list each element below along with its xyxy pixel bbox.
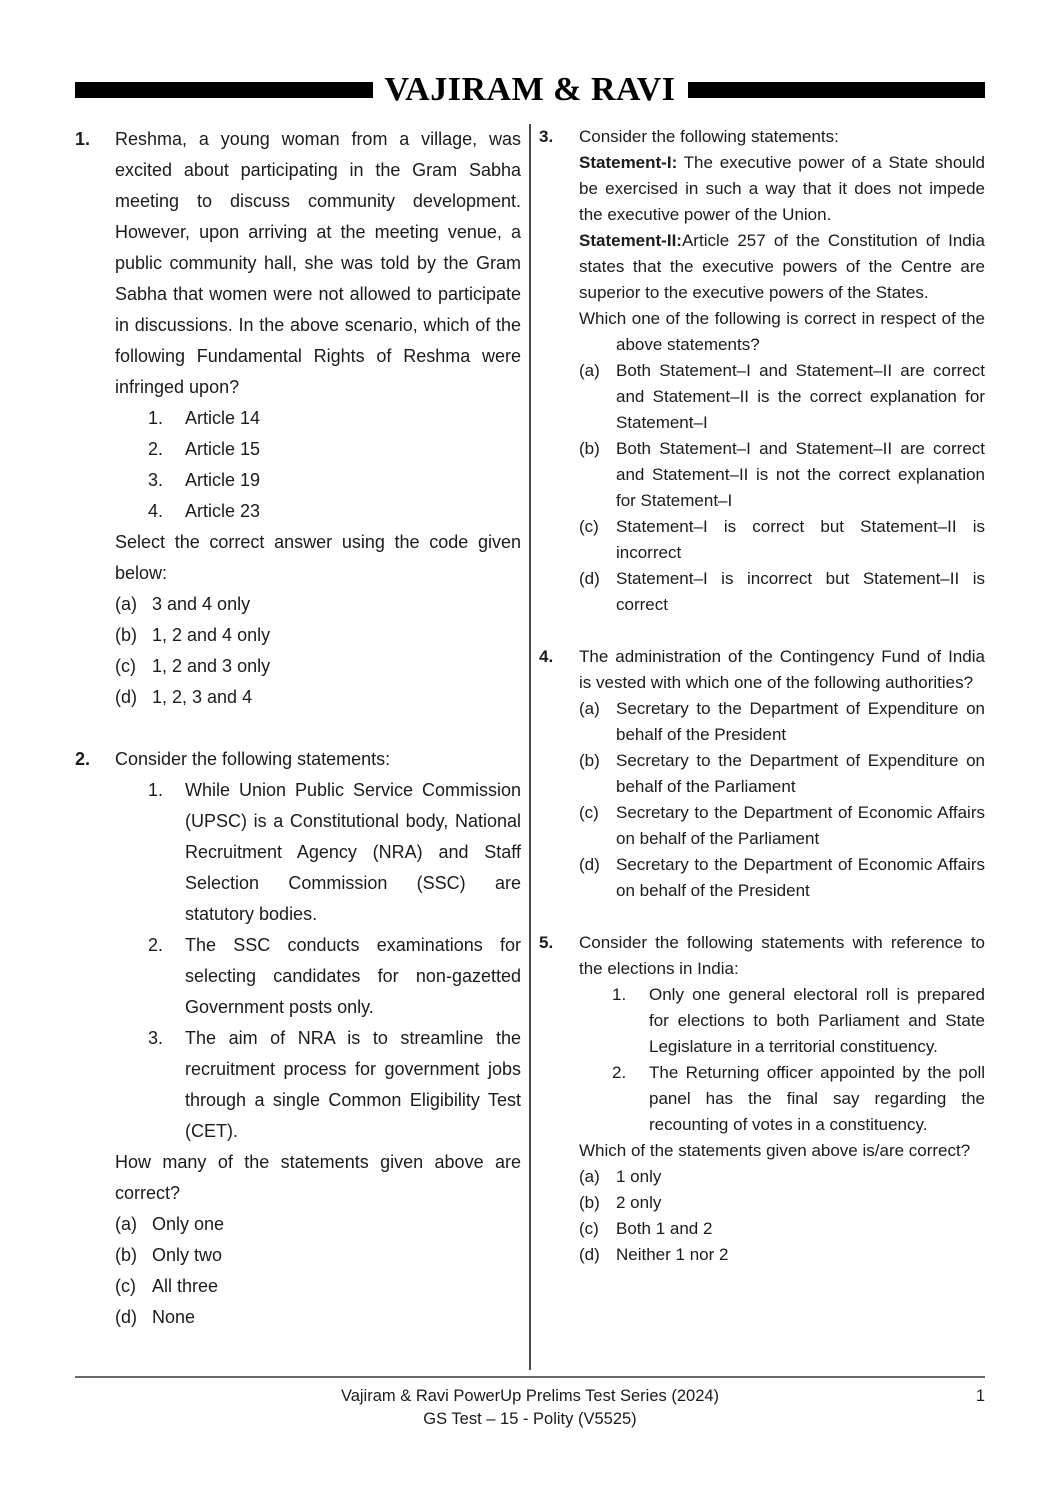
brand-header (75, 70, 985, 110)
option-item (579, 566, 985, 618)
question-number: 4. (539, 647, 554, 666)
option-text: Only one (152, 1214, 225, 1234)
option-label: (d) (579, 855, 600, 874)
options-list (579, 696, 985, 904)
option-item (579, 1216, 985, 1242)
option-item (579, 1164, 985, 1190)
option-label: (a) (579, 1167, 600, 1186)
statement-text: The SSC conducts examinations for selecting candidates for non-gazetted Government posts only. (185, 935, 521, 1017)
statement-number: 2. (612, 1063, 627, 1082)
question-number: 5. (539, 933, 554, 952)
statement-text: Article 19 (185, 470, 261, 490)
answer-prompt: Which of the statements given above is/are correct? (579, 1141, 971, 1160)
question-text: The administration of the Contingency Fund of India is vested with which one of the following authorities? (579, 647, 985, 692)
question-number: 2. (75, 749, 91, 769)
option-text: 1, 2 and 3 only (152, 656, 271, 676)
statement-number: 1. (148, 408, 164, 428)
option-label: (b) (115, 1245, 137, 1265)
statements-list (148, 775, 521, 1147)
question-3 (539, 124, 985, 618)
option-text: Statement–I is incorrect but Statement–II is correct (616, 569, 985, 614)
statement-text: Article 14 (185, 408, 261, 428)
page-number: 1 (975, 1387, 985, 1405)
statement-item (148, 434, 521, 465)
answer-prompt: How many of the statements given above are correct? (115, 1152, 521, 1203)
column-divider (529, 124, 531, 1370)
question-body (115, 124, 521, 713)
statement-number: 2. (148, 935, 164, 955)
header-bar-left (75, 82, 373, 98)
option-text: Secretary to the Department of Economic Affairs on behalf of the President (616, 855, 985, 900)
option-item (115, 620, 521, 651)
statement-text: Article 15 (185, 439, 261, 459)
statement-text: The executive power of a State should be exercised in such a way that it does not impede the executive power of the Union. (579, 153, 985, 224)
statement-item (148, 1023, 521, 1147)
right-column (539, 124, 985, 1370)
option-label: (d) (579, 1245, 600, 1264)
option-item (579, 696, 985, 748)
option-text: Both Statement–I and Statement–II are correct and Statement–II is the correct explanation for Statement–I (616, 361, 985, 432)
question-body (579, 930, 985, 1268)
option-text: 3 and 4 only (152, 594, 251, 614)
option-text: 1, 2 and 4 only (152, 625, 271, 645)
statement-paragraph (579, 228, 985, 306)
option-item (579, 852, 985, 904)
option-text: 1, 2, 3 and 4 (152, 687, 253, 707)
option-text: Only two (152, 1245, 223, 1265)
option-text: Statement–I is correct but Statement–II is incorrect (616, 517, 985, 562)
option-text: Secretary to the Department of Expenditure on behalf of the President (616, 699, 985, 744)
question-text: Consider the following statements: (115, 749, 391, 769)
statement-text: While Union Public Service Commission (UPSC) is a Constitutional body, National Recruitment Agency (NRA) and Staff Selection Commission (SSC) are statutory bodies. (185, 780, 521, 924)
footer-test-title: GS Test – 15 - Polity (V5525) (423, 1410, 637, 1428)
option-label: (b) (579, 751, 600, 770)
options-list (579, 1164, 985, 1268)
option-label: (c) (579, 1219, 599, 1238)
option-item (115, 682, 521, 713)
question-text: Reshma, a young woman from a village, was excited about participating in the Gram Sabha meeting to discuss community development. However, upon arriving at the meeting venue, a public community hall, she was told by the Gram Sabha that women were not allowed to participate in discussions. In the above scenario, which of the following Fundamental Rights of Reshma were infringed upon? (115, 129, 521, 397)
statement-label: Statement-II: (579, 231, 682, 250)
answer-prompt: Which one of the following is correct in respect of the above statements? (579, 309, 985, 354)
option-text: Secretary to the Department of Economic Affairs on behalf of the Parliament (616, 803, 985, 848)
option-label: (d) (115, 1307, 137, 1327)
statement-text: Article 23 (185, 501, 261, 521)
option-text: Both Statement–I and Statement–II are correct and Statement–II is not the correct explanation for Statement–I (616, 439, 985, 510)
option-text: Neither 1 nor 2 (616, 1245, 729, 1264)
option-text: 1 only (616, 1167, 662, 1186)
option-label: (c) (579, 803, 599, 822)
options-list (115, 589, 521, 713)
option-label: (b) (115, 625, 137, 645)
option-label: (d) (579, 569, 600, 588)
option-label: (d) (115, 687, 137, 707)
statement-label: Statement-I: (579, 153, 678, 172)
header-bar-right (688, 82, 986, 98)
footer-series-title: Vajiram & Ravi PowerUp Prelims Test Series (2024) (340, 1387, 720, 1405)
option-label: (a) (115, 1214, 137, 1234)
brand-title: VAJIRAM & RAVI (384, 71, 676, 108)
option-label: (b) (579, 1193, 600, 1212)
option-label: (a) (115, 594, 137, 614)
options-list (579, 358, 985, 618)
statement-paragraph (579, 150, 985, 228)
statements-list (612, 982, 985, 1138)
statement-item (148, 930, 521, 1023)
statement-item (148, 465, 521, 496)
option-item (115, 651, 521, 682)
statement-text: Only one general electoral roll is prepared for elections to both Parliament and State Legislature in a territorial constituency. (649, 985, 985, 1056)
option-text: Both 1 and 2 (616, 1219, 713, 1238)
statement-number: 3. (148, 1028, 164, 1048)
question-1 (75, 124, 521, 713)
statement-item (148, 775, 521, 930)
statement-text: The Returning officer appointed by the poll panel has the final say regarding the recounting of votes in a constituency. (649, 1063, 985, 1134)
statement-item (148, 403, 521, 434)
option-item (579, 1242, 985, 1268)
question-body (579, 124, 985, 618)
footer-content (75, 1385, 985, 1431)
option-label: (c) (115, 656, 136, 676)
question-text: Consider the following statements: (579, 127, 839, 146)
question-number: 3. (539, 127, 554, 146)
option-item (115, 1209, 521, 1240)
question-5 (539, 930, 985, 1268)
statement-item (148, 496, 521, 527)
question-4 (539, 644, 985, 904)
option-item (115, 1302, 521, 1333)
footer-rule (75, 1376, 985, 1378)
option-item (579, 800, 985, 852)
options-list (115, 1209, 521, 1333)
option-item (115, 1271, 521, 1302)
question-2 (75, 744, 521, 1333)
statement-number: 2. (148, 439, 164, 459)
answer-prompt: Select the correct answer using the code given below: (115, 532, 521, 583)
option-text: Secretary to the Department of Expenditure on behalf of the Parliament (616, 751, 985, 796)
option-item (579, 436, 985, 514)
statement-number: 3. (148, 470, 164, 490)
option-label: (c) (579, 517, 599, 536)
option-item (115, 1240, 521, 1271)
left-column (75, 124, 521, 1370)
option-label: (c) (115, 1276, 136, 1296)
option-item (579, 748, 985, 800)
option-label: (b) (579, 439, 600, 458)
option-text: 2 only (616, 1193, 662, 1212)
statement-text: The aim of NRA is to streamline the recruitment process for government jobs through a single Common Eligibility Test (CET). (185, 1028, 521, 1141)
option-item (579, 514, 985, 566)
statement-text: Article 257 of the Constitution of India states that the executive powers of the Centre are superior to the executive powers of the States. (579, 231, 985, 302)
statement-item (612, 982, 985, 1060)
statements-list (148, 403, 521, 527)
option-item (579, 358, 985, 436)
option-text: None (152, 1307, 196, 1327)
question-body (115, 744, 521, 1333)
option-label: (a) (579, 361, 600, 380)
option-item (115, 589, 521, 620)
statement-number: 1. (148, 780, 164, 800)
question-number: 1. (75, 129, 91, 149)
question-columns (75, 124, 985, 1370)
page-footer (75, 1370, 985, 1431)
statement-item (612, 1060, 985, 1138)
option-label: (a) (579, 699, 600, 718)
question-text: Consider the following statements with reference to the elections in India: (579, 933, 985, 978)
statement-number: 1. (612, 985, 627, 1004)
question-body (579, 644, 985, 904)
option-item (579, 1190, 985, 1216)
option-text: All three (152, 1276, 219, 1296)
statement-number: 4. (148, 501, 164, 521)
